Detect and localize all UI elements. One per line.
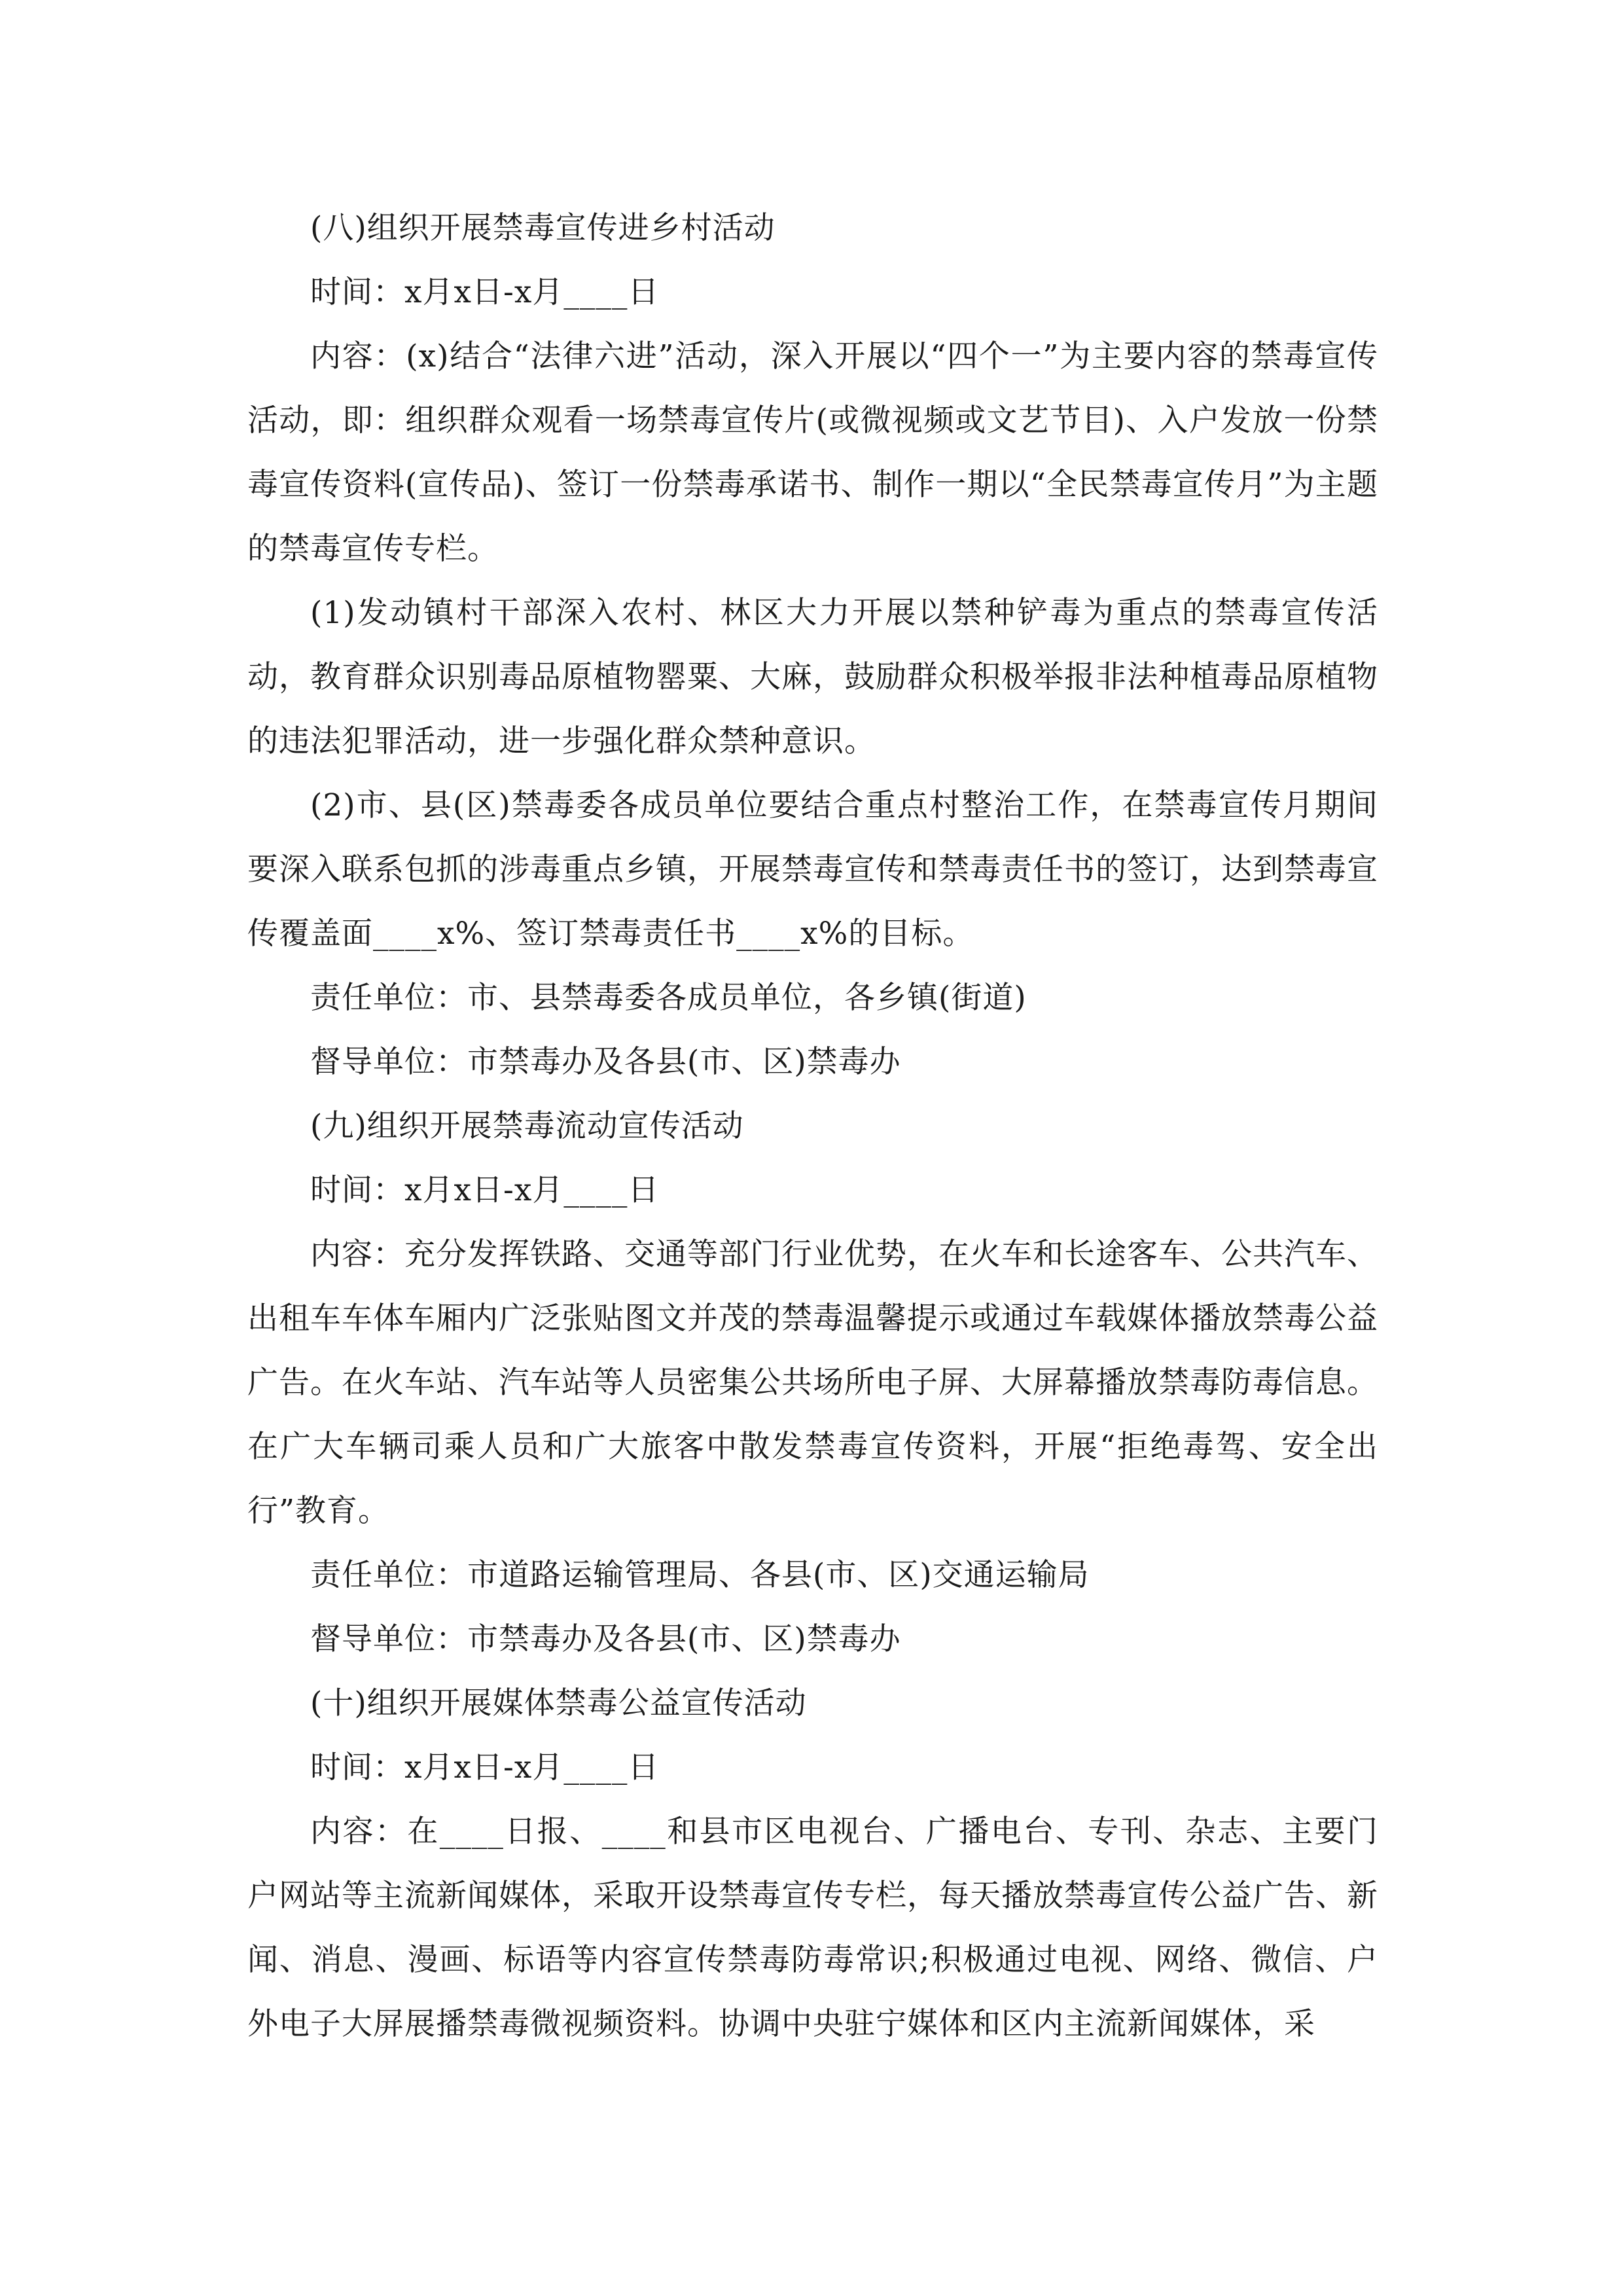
responsible-unit-line: 责任单位：市道路运输管理局、各县(市、区)交通运输局	[310, 1557, 1090, 1593]
document-body	[247, 196, 1378, 2056]
time-line: 时间：x月x日-x月____日	[310, 1172, 660, 1208]
time-line: 时间：x月x日-x月____日	[310, 274, 660, 310]
time-line: 时间：x月x日-x月____日	[310, 1749, 660, 1785]
content-paragraph: 内容：在____日报、____和县市区电视台、广播电台、专刊、杂志、主要门户网站等主流新闻媒体，采取开设禁毒宣传专栏，每天播放禁毒宣传公益广告、新闻、消息、漫画、标语等内容宣传禁毒防毒常识;积极通过电视、网络、微信、户外电子大屏展播禁毒微视频资料。协调中央驻宁媒体和区内主流新闻媒体，采	[247, 1814, 1378, 2042]
content-paragraph: 内容：(x)结合“法律六进”活动，深入开展以“四个一”为主要内容的禁毒宣传活动，即：组织群众观看一场禁毒宣传片(或微视频或文艺节目)、入户发放一份禁毒宣传资料(宣传品)、签订一份禁毒承诺书、制作一期以“全民禁毒宣传月”为主题的禁毒宣传专栏。	[247, 338, 1378, 567]
supervising-unit-line: 督导单位：市禁毒办及各县(市、区)禁毒办	[310, 1044, 901, 1080]
section-heading-10: (十)组织开展媒体禁毒公益宣传活动	[310, 1685, 807, 1721]
section-heading-8: (八)组织开展禁毒宣传进乡村活动	[310, 210, 776, 246]
responsible-unit-line: 责任单位：市、县禁毒委各成员单位，各乡镇(街道)	[310, 980, 1027, 1016]
content-paragraph: 内容：充分发挥铁路、交通等部门行业优势，在火车和长途客车、公共汽车、出租车车体车厢内广泛张贴图文并茂的禁毒温馨提示或通过车载媒体播放禁毒公益广告。在火车站、汽车站等人员密集公共场所电子屏、大屏幕播放禁毒防毒信息。在广大车辆司乘人员和广大旅客中散发禁毒宣传资料，开展“拒绝毒驾、安全出行”教育。	[247, 1236, 1378, 1529]
content-paragraph: (2)市、县(区)禁毒委各成员单位要结合重点村整治工作，在禁毒宣传月期间要深入联系包抓的涉毒重点乡镇，开展禁毒宣传和禁毒责任书的签订，达到禁毒宣传覆盖面____x%、签订禁毒责任书____x%的目标。	[247, 787, 1378, 952]
supervising-unit-line: 督导单位：市禁毒办及各县(市、区)禁毒办	[310, 1621, 901, 1657]
content-paragraph: (1)发动镇村干部深入农村、林区大力开展以禁种铲毒为重点的禁毒宣传活动，教育群众识别毒品原植物罂粟、大麻，鼓励群众积极举报非法种植毒品原植物的违法犯罪活动，进一步强化群众禁种意识。	[247, 595, 1378, 759]
section-heading-9: (九)组织开展禁毒流动宣传活动	[310, 1108, 744, 1144]
